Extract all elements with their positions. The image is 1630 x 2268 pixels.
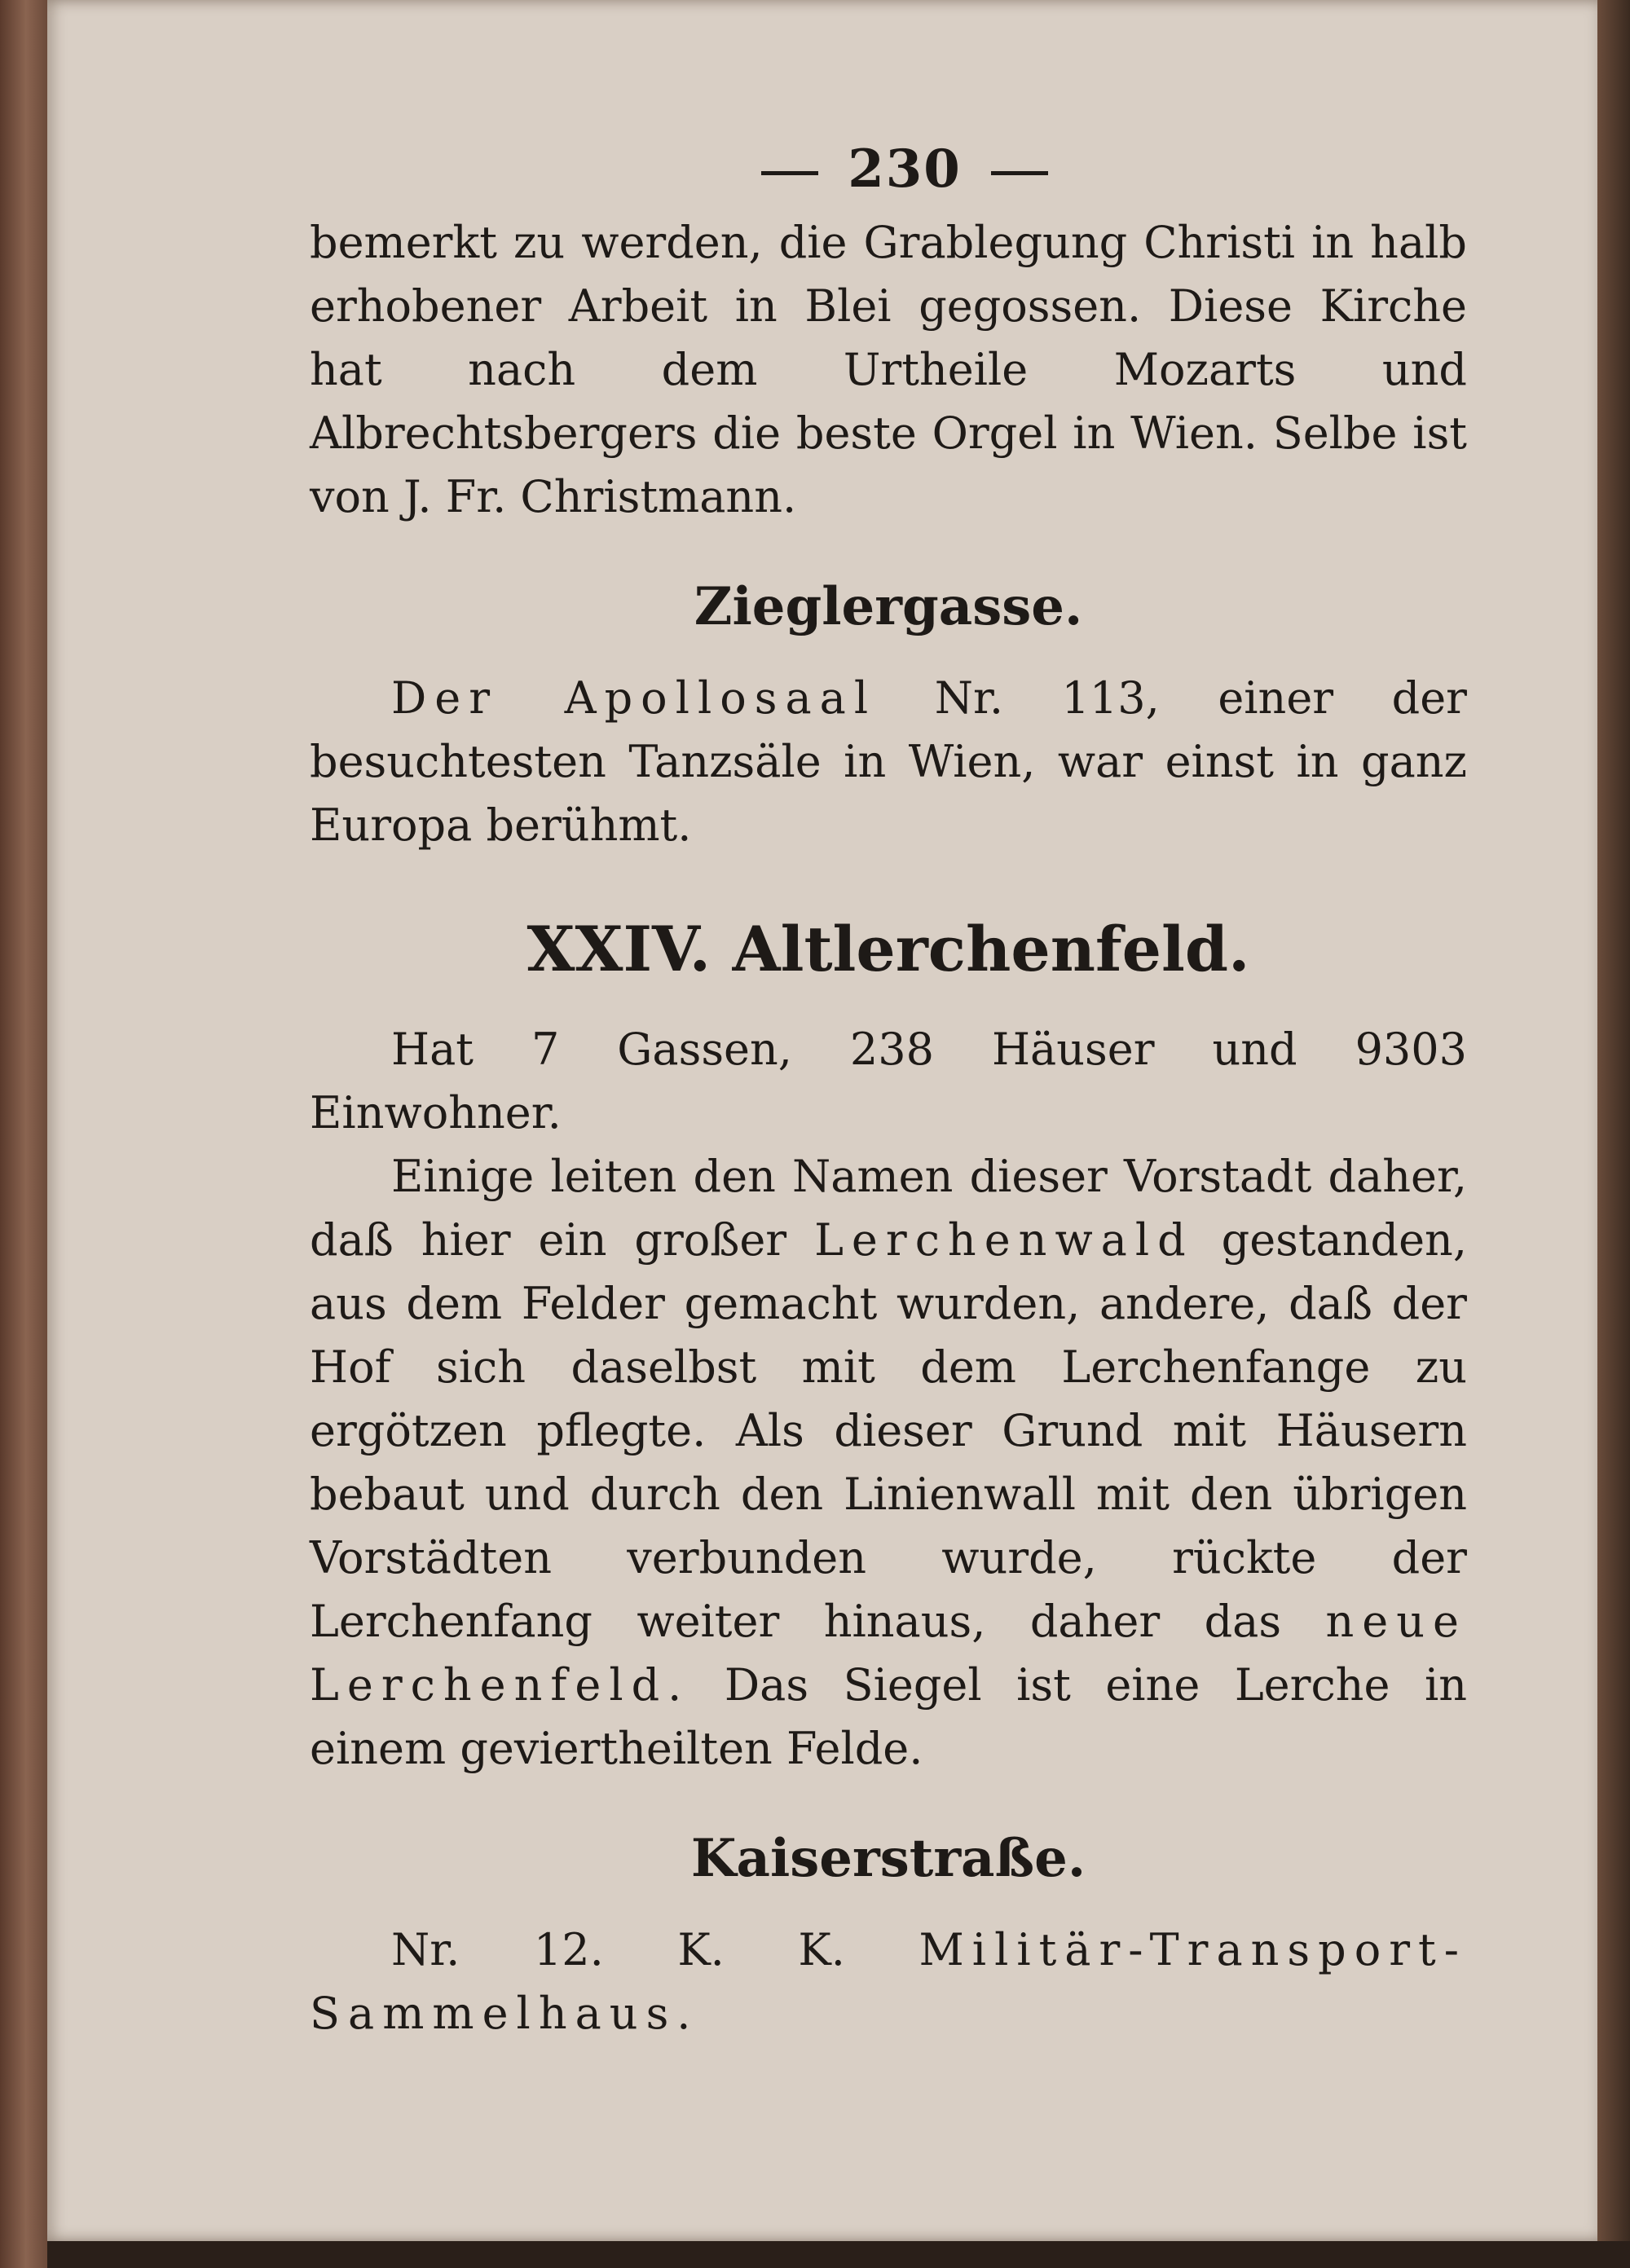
paragraph-militaer bbox=[310, 1918, 1467, 2046]
text-spaced: Der Apollosaal bbox=[391, 672, 877, 724]
text: Einige leiten den Namen dieser Vorstadt daher, daß hier ein großer bbox=[310, 1151, 1467, 1266]
paragraph-continuation: bemerkt zu werden, die Grablegung Christi in halb erhobener Arbeit in Blei gegossen. Diese Kirche hat nach dem Urtheile Mozarts und Albrechtsbergers die beste Orgel in Wien. Selbe ist von J. Fr. Christmann. bbox=[310, 217, 1467, 522]
text: Nr. 12. K. K. bbox=[391, 1924, 845, 1975]
page-bottom-edge bbox=[47, 2241, 1630, 2268]
street-heading-kaiserstrasse: Kaiserstraße. bbox=[690, 1828, 1086, 1889]
paragraph-name-origin bbox=[310, 1145, 1467, 1781]
paragraph-apollosaal bbox=[310, 667, 1467, 857]
book-spine bbox=[0, 0, 47, 2268]
text: gestanden, aus dem Felder gemacht wurden, andere, daß der Hof sich daselbst mit dem Lerchenfange zu ergötzen pflegte. Als dieser Grund mit Häusern bebaut und durch den Linienwall mit den übrigen Vorstädten verbunden wurde, rückte der Lerchenfang weiter hinaus, daher das bbox=[310, 1214, 1468, 1647]
paragraph-statistics: Hat 7 Gassen, 238 Häuser und 9303 Einwohner. bbox=[310, 1024, 1467, 1138]
street-heading-zieglergasse: Zieglergasse. bbox=[694, 576, 1083, 637]
text: Nr. 113, einer der besuchtesten Tanzsäle in Wien, war einst in ganz Europa berühmt. bbox=[310, 672, 1467, 851]
text-spaced: neue Lerchenfeld. bbox=[310, 1596, 1467, 1711]
text-spaced: Lerchenwald bbox=[814, 1214, 1194, 1266]
page-number-line bbox=[310, 139, 1467, 200]
district-heading-altlerchenfeld: XXIV. Altlerchenfeld. bbox=[526, 913, 1250, 985]
text-spaced: Militär-Transport-Sammelhaus. bbox=[310, 1924, 1467, 2039]
page-edge bbox=[1597, 0, 1630, 2268]
dash-right bbox=[991, 171, 1048, 175]
text: Das Siegel ist eine Lerche in einem geviertheilten Felde. bbox=[310, 1659, 1467, 1774]
page-content bbox=[310, 139, 1467, 2046]
dash-left bbox=[761, 171, 818, 175]
page-number: 230 bbox=[848, 139, 962, 200]
